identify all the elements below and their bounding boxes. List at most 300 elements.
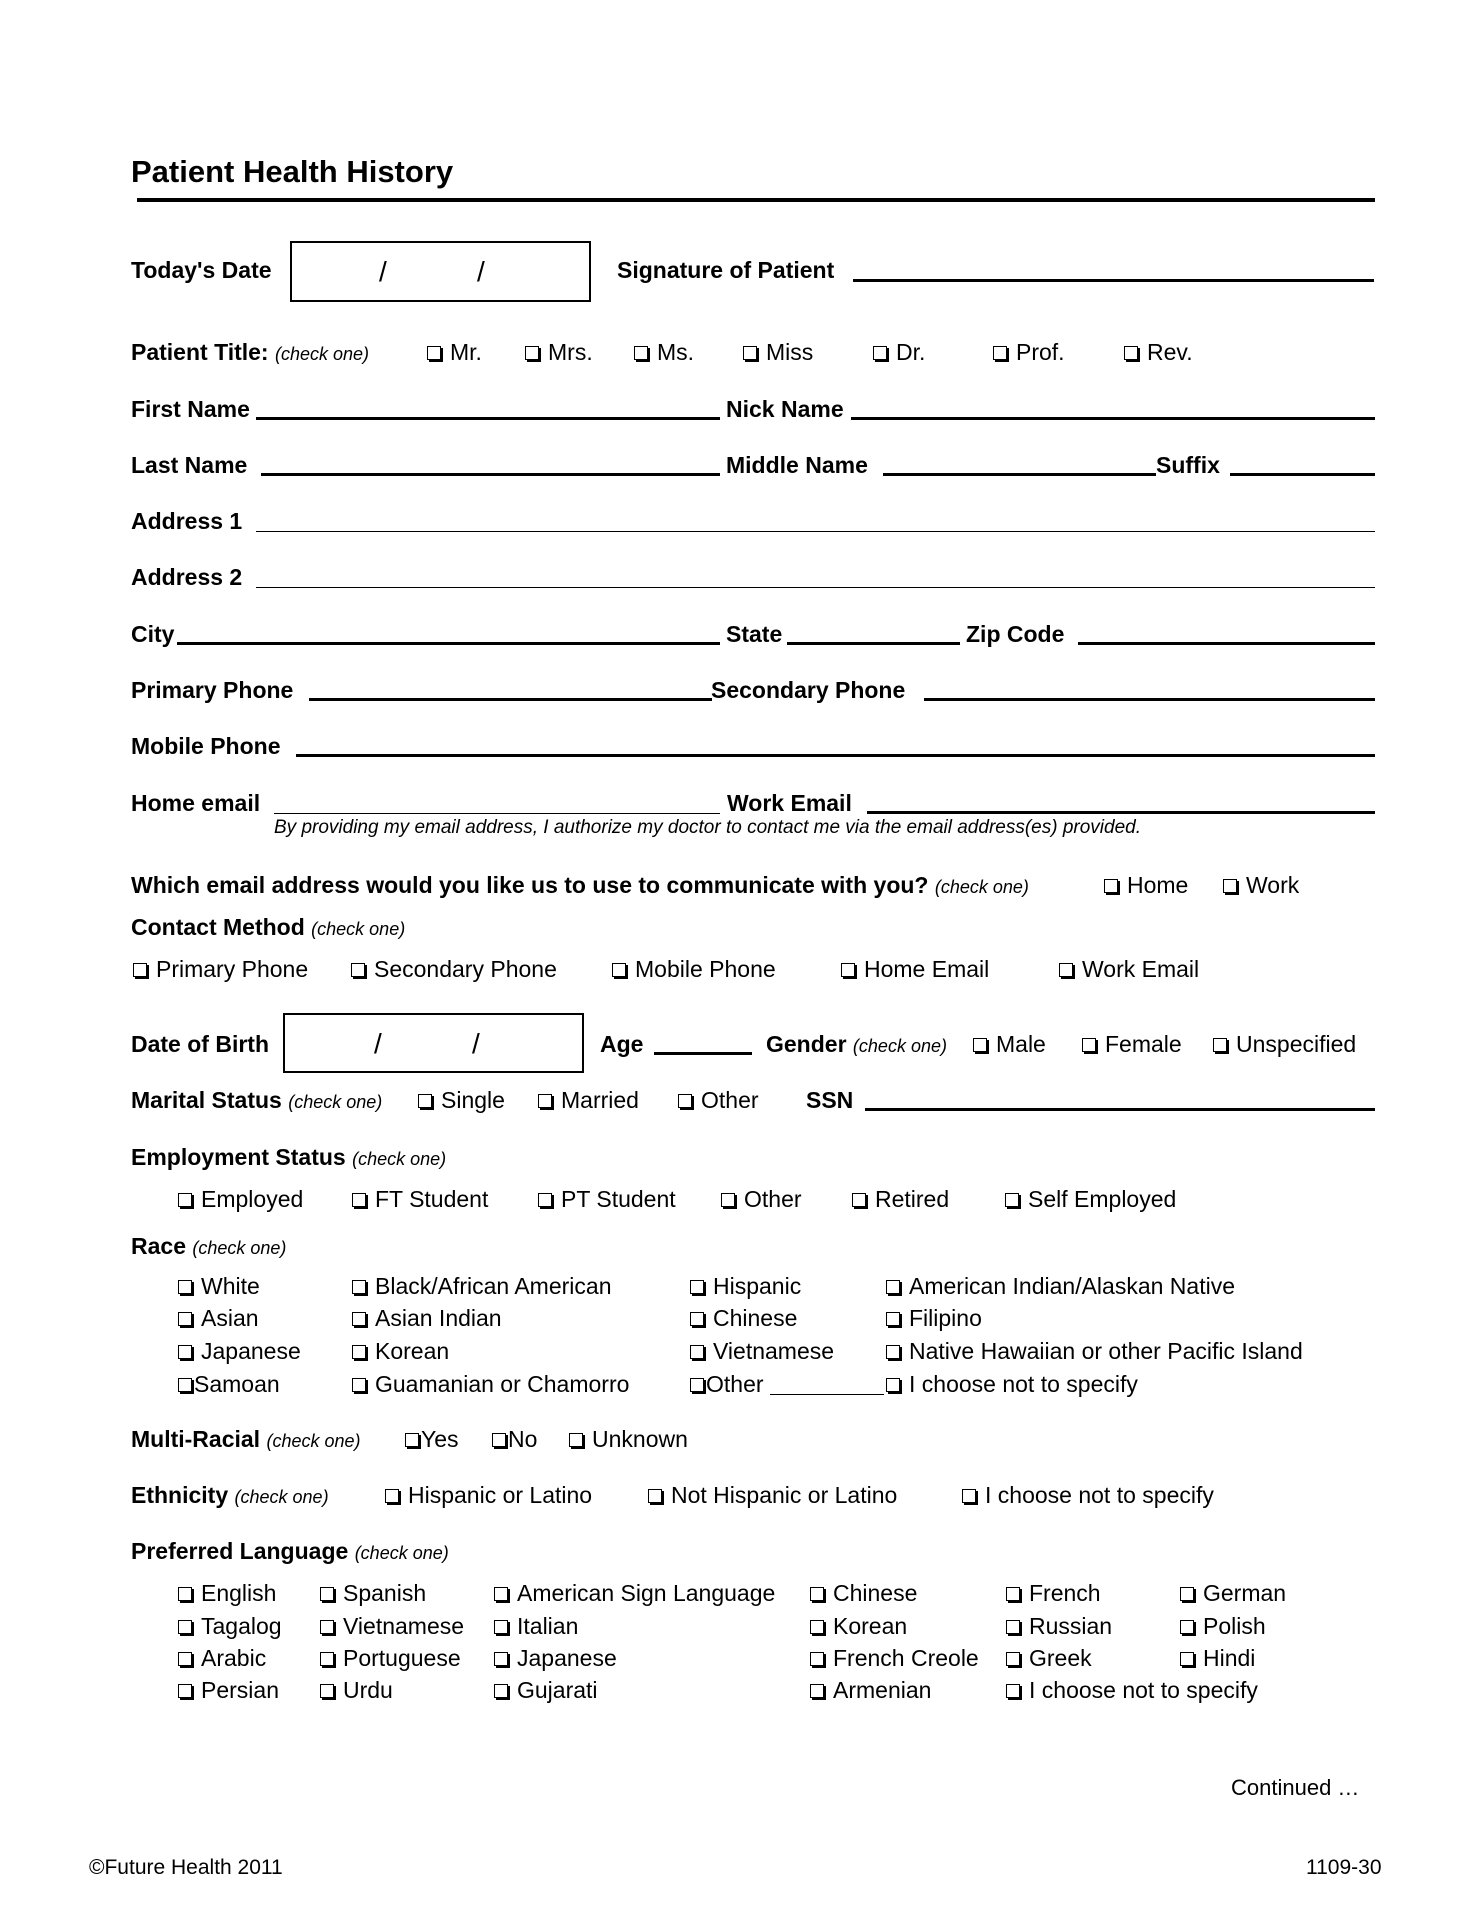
- option-label: Filipino: [909, 1305, 982, 1331]
- employment-heading-row: [0, 1141, 1484, 1173]
- checkbox-icon[interactable]: [886, 1280, 900, 1294]
- option-label: Native Hawaiian or other Pacific Island: [909, 1338, 1303, 1364]
- date-separator: /: [472, 1028, 480, 1059]
- language-heading-row: [0, 1535, 1484, 1567]
- language-option[interactable]: [810, 1577, 917, 1609]
- option-label: Vietnamese: [713, 1338, 835, 1364]
- employment-status-label: [131, 1141, 446, 1175]
- option-label: Hispanic: [713, 1273, 802, 1299]
- contact-method-heading-row: [0, 911, 1484, 943]
- checkbox-icon[interactable]: [648, 1489, 662, 1503]
- age-field[interactable]: [654, 1052, 752, 1055]
- contact-option-work-email[interactable]: [1059, 953, 1199, 985]
- employment-options-row: [0, 1183, 1484, 1215]
- option-label: Home Email: [864, 956, 990, 982]
- emails-row: [0, 787, 1484, 819]
- option-label: Korean: [833, 1613, 908, 1639]
- preferred-email-work[interactable]: [1223, 869, 1299, 901]
- race-option[interactable]: [886, 1335, 1303, 1367]
- option-label: I choose not to specify: [1029, 1677, 1258, 1703]
- language-option[interactable]: [320, 1642, 461, 1674]
- race-option[interactable]: [690, 1270, 801, 1302]
- checkbox-icon[interactable]: [962, 1489, 976, 1503]
- checkbox-icon[interactable]: [418, 1094, 432, 1108]
- language-option[interactable]: [1180, 1610, 1266, 1642]
- language-option[interactable]: [1006, 1674, 1258, 1706]
- zip-code-field[interactable]: [1078, 642, 1375, 645]
- gender-option-female[interactable]: [1082, 1028, 1182, 1060]
- option-label: I choose not to specify: [985, 1482, 1214, 1508]
- copyright: ©Future Health 2011: [89, 1856, 283, 1879]
- option-label: Samoan: [194, 1371, 280, 1397]
- option-label: Chinese: [833, 1580, 918, 1606]
- option-label: Yes: [421, 1426, 459, 1452]
- checkbox-icon[interactable]: [678, 1094, 692, 1108]
- contact-method-options-row: [0, 953, 1484, 985]
- option-label: Polish: [1203, 1613, 1266, 1639]
- option-label: Work Email: [1082, 956, 1200, 982]
- contact-option-primary-phone[interactable]: [133, 953, 308, 985]
- option-label: Not Hispanic or Latino: [671, 1482, 898, 1508]
- checkbox-icon[interactable]: [886, 1312, 900, 1326]
- date-of-birth-label: Date of Birth: [131, 1031, 269, 1057]
- title-divider: [137, 198, 1375, 202]
- gender-option-unspecified[interactable]: [1213, 1028, 1356, 1060]
- nick-name-label: Nick Name: [726, 396, 844, 422]
- checkbox-icon[interactable]: [973, 1038, 987, 1052]
- nick-name-field[interactable]: [851, 417, 1375, 420]
- option-label: Greek: [1029, 1645, 1092, 1671]
- race-options-row: [0, 1335, 1484, 1367]
- check-one-hint: (check one): [852, 1036, 947, 1056]
- address1-field[interactable]: [256, 531, 1375, 532]
- option-label: Mr.: [450, 339, 482, 365]
- checkbox-icon[interactable]: [886, 1345, 900, 1359]
- checkbox-icon[interactable]: [810, 1587, 824, 1601]
- language-option[interactable]: [178, 1674, 279, 1706]
- checkbox-icon[interactable]: [810, 1652, 824, 1666]
- checkbox-icon[interactable]: [873, 346, 887, 360]
- option-label: French Creole: [833, 1645, 979, 1671]
- multi-racial-option-no[interactable]: [492, 1423, 537, 1455]
- checkbox-icon[interactable]: [690, 1312, 704, 1326]
- language-option[interactable]: [178, 1642, 266, 1674]
- contact-method-label: [131, 911, 405, 945]
- check-one-hint: (check one): [354, 1543, 449, 1563]
- title-option-miss[interactable]: [743, 336, 813, 368]
- option-label: Work: [1246, 872, 1300, 898]
- zip-code-label: Zip Code: [966, 621, 1065, 647]
- race-option[interactable]: [178, 1302, 259, 1334]
- option-label: Tagalog: [201, 1613, 282, 1639]
- option-label: Retired: [875, 1186, 950, 1212]
- checkbox-icon[interactable]: [538, 1193, 552, 1207]
- option-label: French: [1029, 1580, 1101, 1606]
- checkbox-icon[interactable]: [178, 1280, 192, 1294]
- first-name-field[interactable]: [256, 417, 720, 420]
- option-label: Male: [996, 1031, 1046, 1057]
- preferred-email-row: [0, 869, 1484, 901]
- state-field[interactable]: [787, 642, 960, 645]
- checkbox-icon[interactable]: [178, 1378, 192, 1392]
- middle-name-label: Middle Name: [726, 452, 868, 478]
- ethnicity-label-text: Ethnicity: [131, 1482, 229, 1508]
- checkbox-icon[interactable]: [320, 1652, 334, 1666]
- checkbox-icon[interactable]: [405, 1433, 419, 1447]
- option-label: Black/African American: [375, 1273, 612, 1299]
- checkbox-icon[interactable]: [1006, 1587, 1020, 1601]
- ethnicity-row: [0, 1479, 1484, 1511]
- race-option[interactable]: [178, 1335, 301, 1367]
- checkbox-icon[interactable]: [1180, 1620, 1194, 1634]
- checkbox-icon[interactable]: [352, 1280, 366, 1294]
- option-label: Asian Indian: [375, 1305, 502, 1331]
- option-label: I choose not to specify: [909, 1371, 1138, 1397]
- language-option[interactable]: [320, 1577, 426, 1609]
- ethnicity-option-not-specified[interactable]: [962, 1479, 1214, 1511]
- language-option[interactable]: [810, 1674, 931, 1706]
- option-label: Employed: [201, 1186, 304, 1212]
- option-label: Female: [1105, 1031, 1182, 1057]
- language-option[interactable]: [810, 1610, 907, 1642]
- checkbox-icon[interactable]: [1005, 1193, 1019, 1207]
- title-option-dr[interactable]: [873, 336, 925, 368]
- checkbox-icon[interactable]: [320, 1620, 334, 1634]
- title-option-rev[interactable]: [1124, 336, 1193, 368]
- option-label: English: [201, 1580, 277, 1606]
- checkbox-icon[interactable]: [1006, 1652, 1020, 1666]
- option-label: Prof.: [1016, 339, 1065, 365]
- checkbox-icon[interactable]: [178, 1684, 192, 1698]
- employment-option-self-employed[interactable]: [1005, 1183, 1176, 1215]
- marital-status-label-text: Marital Status: [131, 1087, 282, 1113]
- language-option[interactable]: [1180, 1577, 1286, 1609]
- checkbox-icon[interactable]: [1180, 1587, 1194, 1601]
- language-option[interactable]: [494, 1642, 617, 1674]
- ethnicity-label: [131, 1479, 329, 1513]
- race-label-text: Race: [131, 1233, 186, 1259]
- preferred-email-home[interactable]: [1104, 869, 1188, 901]
- race-option[interactable]: [352, 1368, 629, 1400]
- checkbox-icon[interactable]: [178, 1587, 192, 1601]
- option-label: Primary Phone: [156, 956, 309, 982]
- option-label: Hindi: [1203, 1645, 1256, 1671]
- option-label: Ms.: [657, 339, 695, 365]
- marital-option-single[interactable]: [418, 1084, 505, 1116]
- option-label: Asian: [201, 1305, 259, 1331]
- option-label: PT Student: [561, 1186, 676, 1212]
- race-option[interactable]: [886, 1302, 982, 1334]
- language-option[interactable]: [494, 1577, 775, 1609]
- language-option[interactable]: [494, 1674, 598, 1706]
- option-label: Italian: [517, 1613, 579, 1639]
- gender-label: [766, 1028, 947, 1062]
- option-label: White: [201, 1273, 260, 1299]
- checkbox-icon[interactable]: [525, 346, 539, 360]
- primary-phone-label: Primary Phone: [131, 677, 294, 703]
- signature-field[interactable]: [853, 279, 1374, 282]
- suffix-field[interactable]: [1230, 473, 1375, 476]
- option-label: Mobile Phone: [635, 956, 776, 982]
- checkbox-icon[interactable]: [690, 1280, 704, 1294]
- checkbox-icon[interactable]: [743, 346, 757, 360]
- option-label: Rev.: [1147, 339, 1193, 365]
- checkbox-icon[interactable]: [634, 346, 648, 360]
- option-label: Single: [441, 1087, 505, 1113]
- ethnicity-option-not-hispanic[interactable]: [648, 1479, 897, 1511]
- checkbox-icon[interactable]: [1124, 346, 1138, 360]
- race-options-row: [0, 1302, 1484, 1334]
- option-label: Mrs.: [548, 339, 593, 365]
- checkbox-icon[interactable]: [178, 1312, 192, 1326]
- checkbox-icon[interactable]: [352, 1378, 366, 1392]
- option-label: No: [508, 1426, 538, 1452]
- city-field[interactable]: [177, 642, 720, 645]
- language-option[interactable]: [1180, 1642, 1255, 1674]
- preferred-email-question-text: Which email address would you like us to use to communicate with you?: [131, 872, 929, 898]
- language-options-row: [0, 1642, 1484, 1674]
- title-option-mr[interactable]: [427, 336, 482, 368]
- race-options-row: [0, 1270, 1484, 1302]
- city-state-zip-row: [0, 618, 1484, 650]
- option-label: Home: [1127, 872, 1189, 898]
- checkbox-icon[interactable]: [569, 1433, 583, 1447]
- option-label: Gujarati: [517, 1677, 598, 1703]
- employment-status-label-text: Employment Status: [131, 1144, 346, 1170]
- checkbox-icon[interactable]: [427, 346, 441, 360]
- checkbox-icon[interactable]: [886, 1378, 900, 1392]
- race-label: [131, 1230, 286, 1264]
- contact-option-mobile-phone[interactable]: [612, 953, 776, 985]
- ethnicity-option-hispanic[interactable]: [385, 1479, 592, 1511]
- preferred-email-question: [131, 869, 1029, 903]
- check-one-hint: (check one): [275, 344, 370, 364]
- checkbox-icon[interactable]: [351, 963, 365, 977]
- option-label: Japanese: [201, 1338, 301, 1364]
- checkbox-icon[interactable]: [1213, 1038, 1227, 1052]
- language-option[interactable]: [178, 1577, 276, 1609]
- checkbox-icon[interactable]: [494, 1652, 508, 1666]
- page-title: Patient Health History: [131, 154, 454, 189]
- checkbox-icon[interactable]: [1006, 1620, 1020, 1634]
- language-option[interactable]: [320, 1674, 393, 1706]
- contact-option-secondary-phone[interactable]: [351, 953, 557, 985]
- first-name-label: First Name: [131, 396, 250, 422]
- title-option-ms[interactable]: [634, 336, 694, 368]
- checkbox-icon[interactable]: [538, 1094, 552, 1108]
- checkbox-icon[interactable]: [178, 1620, 192, 1634]
- address1-row: [0, 505, 1484, 537]
- checkbox-icon[interactable]: [494, 1684, 508, 1698]
- option-label: American Indian/Alaskan Native: [909, 1273, 1235, 1299]
- marital-status-label: [131, 1084, 382, 1118]
- employment-option-employed[interactable]: [178, 1183, 303, 1215]
- checkbox-icon[interactable]: [1082, 1038, 1096, 1052]
- option-label: Unspecified: [1236, 1031, 1357, 1057]
- race-option[interactable]: [886, 1368, 1138, 1400]
- work-email-label: Work Email: [727, 790, 852, 816]
- checkbox-icon[interactable]: [352, 1193, 366, 1207]
- address1-label: Address 1: [131, 508, 243, 534]
- option-label: Korean: [375, 1338, 450, 1364]
- patient-title-row: [0, 336, 1484, 368]
- marital-option-married[interactable]: [538, 1084, 639, 1116]
- contact-option-home-email[interactable]: [841, 953, 989, 985]
- option-label: FT Student: [375, 1186, 489, 1212]
- checkbox-icon[interactable]: [810, 1684, 824, 1698]
- checkbox-icon[interactable]: [1059, 963, 1073, 977]
- language-option[interactable]: [810, 1642, 979, 1674]
- checkbox-icon[interactable]: [178, 1652, 192, 1666]
- address2-label: Address 2: [131, 564, 243, 590]
- multi-racial-option-unknown[interactable]: [569, 1423, 688, 1455]
- option-label: Japanese: [517, 1645, 617, 1671]
- race-option-other[interactable]: [690, 1368, 764, 1400]
- race-option[interactable]: [352, 1270, 611, 1302]
- dob-age-gender-row: [0, 1028, 1484, 1060]
- race-option[interactable]: [352, 1302, 502, 1334]
- date-separator: /: [374, 1028, 382, 1059]
- language-option[interactable]: [494, 1610, 578, 1642]
- checkbox-icon[interactable]: [133, 963, 147, 977]
- check-one-hint: (check one): [234, 1487, 329, 1507]
- secondary-phone-label: Secondary Phone: [711, 677, 906, 703]
- middle-name-field[interactable]: [883, 473, 1156, 476]
- todays-date-label: Today's Date: [131, 257, 272, 283]
- suffix-label: Suffix: [1156, 452, 1220, 478]
- employment-option-ft-student[interactable]: [352, 1183, 488, 1215]
- preferred-language-label-text: Preferred Language: [131, 1538, 349, 1564]
- language-option[interactable]: [1006, 1642, 1092, 1674]
- check-one-hint: (check one): [266, 1431, 361, 1451]
- checkbox-icon[interactable]: [494, 1620, 508, 1634]
- title-option-prof[interactable]: [993, 336, 1065, 368]
- signature-label: Signature of Patient: [617, 257, 835, 283]
- race-option[interactable]: [690, 1335, 834, 1367]
- marital-option-other[interactable]: [678, 1084, 759, 1116]
- race-options-row: [0, 1368, 1484, 1400]
- option-label: Other: [706, 1371, 764, 1397]
- option-label: Chinese: [713, 1305, 798, 1331]
- mobile-phone-label: Mobile Phone: [131, 733, 281, 759]
- address2-field[interactable]: [256, 587, 1375, 588]
- employment-option-other[interactable]: [721, 1183, 802, 1215]
- option-label: Spanish: [343, 1580, 427, 1606]
- mobile-phone-row: [0, 730, 1484, 762]
- todays-date-field[interactable]: [290, 241, 591, 302]
- gender-option-male[interactable]: [973, 1028, 1046, 1060]
- checkbox-icon[interactable]: [690, 1345, 704, 1359]
- ssn-label: SSN: [806, 1087, 854, 1113]
- option-label: Married: [561, 1087, 639, 1113]
- date-separator: /: [477, 256, 485, 287]
- option-label: Arabic: [201, 1645, 267, 1671]
- title-option-mrs[interactable]: [525, 336, 593, 368]
- option-label: German: [1203, 1580, 1287, 1606]
- secondary-phone-field[interactable]: [924, 698, 1375, 701]
- last-name-label: Last Name: [131, 452, 248, 478]
- checkbox-icon[interactable]: [1006, 1684, 1020, 1698]
- home-email-field[interactable]: [274, 813, 720, 814]
- checkbox-icon[interactable]: [1223, 879, 1237, 893]
- state-label: State: [726, 621, 783, 647]
- email-disclaimer: By providing my email address, I authorize my doctor to contact me via the email address(es) provided.: [274, 817, 1141, 838]
- date-separator: /: [379, 256, 387, 287]
- race-option[interactable]: [690, 1302, 797, 1334]
- checkbox-icon[interactable]: [1104, 879, 1118, 893]
- multi-racial-option-yes[interactable]: [405, 1423, 459, 1455]
- date-signature-row: [0, 254, 1484, 286]
- race-option[interactable]: [178, 1270, 260, 1302]
- form-code: 1109-30: [1306, 1856, 1382, 1879]
- checkbox-icon[interactable]: [612, 963, 626, 977]
- checkbox-icon[interactable]: [721, 1193, 735, 1207]
- check-one-hint: (check one): [934, 877, 1029, 897]
- language-options-row: [0, 1577, 1484, 1609]
- primary-phone-field[interactable]: [309, 698, 712, 701]
- option-label: Secondary Phone: [374, 956, 557, 982]
- race-heading-row: [0, 1230, 1484, 1262]
- checkbox-icon[interactable]: [993, 346, 1007, 360]
- checkbox-icon[interactable]: [841, 963, 855, 977]
- option-label: Dr.: [896, 339, 926, 365]
- language-option[interactable]: [320, 1610, 464, 1642]
- marital-ssn-row: [0, 1084, 1484, 1116]
- checkbox-icon[interactable]: [178, 1193, 192, 1207]
- option-label: Armenian: [833, 1677, 932, 1703]
- checkbox-icon[interactable]: [320, 1684, 334, 1698]
- continued-note: Continued …: [1231, 1775, 1360, 1800]
- checkbox-icon[interactable]: [320, 1587, 334, 1601]
- language-option[interactable]: [1006, 1577, 1101, 1609]
- work-email-field[interactable]: [867, 811, 1375, 814]
- ssn-field[interactable]: [865, 1108, 1375, 1111]
- check-one-hint: (check one): [288, 1092, 383, 1112]
- check-one-hint: (check one): [352, 1149, 447, 1169]
- checkbox-icon[interactable]: [1180, 1652, 1194, 1666]
- employment-option-pt-student[interactable]: [538, 1183, 676, 1215]
- race-option[interactable]: [352, 1335, 449, 1367]
- checkbox-icon[interactable]: [492, 1433, 506, 1447]
- checkbox-icon[interactable]: [352, 1345, 366, 1359]
- last-name-field[interactable]: [261, 473, 720, 476]
- checkbox-icon[interactable]: [852, 1193, 866, 1207]
- gender-label-text: Gender: [766, 1031, 847, 1057]
- employment-option-retired[interactable]: [852, 1183, 949, 1215]
- race-option[interactable]: [178, 1368, 280, 1400]
- preferred-language-label: [131, 1535, 449, 1569]
- language-option[interactable]: [178, 1610, 282, 1642]
- checkbox-icon[interactable]: [352, 1312, 366, 1326]
- checkbox-icon[interactable]: [690, 1378, 704, 1392]
- option-label: Other: [701, 1087, 759, 1113]
- checkbox-icon[interactable]: [494, 1587, 508, 1601]
- checkbox-icon[interactable]: [178, 1345, 192, 1359]
- city-label: City: [131, 621, 175, 647]
- checkbox-icon[interactable]: [810, 1620, 824, 1634]
- multi-racial-label-text: Multi-Racial: [131, 1426, 261, 1452]
- mobile-phone-field[interactable]: [296, 754, 1375, 757]
- home-email-label: Home email: [131, 790, 261, 816]
- check-one-hint: (check one): [311, 919, 406, 939]
- race-option[interactable]: [886, 1270, 1235, 1302]
- checkbox-icon[interactable]: [385, 1489, 399, 1503]
- option-label: Russian: [1029, 1613, 1113, 1639]
- option-label: American Sign Language: [517, 1580, 776, 1606]
- check-one-hint: (check one): [192, 1238, 287, 1258]
- language-option[interactable]: [1006, 1610, 1112, 1642]
- race-other-field[interactable]: [770, 1394, 884, 1395]
